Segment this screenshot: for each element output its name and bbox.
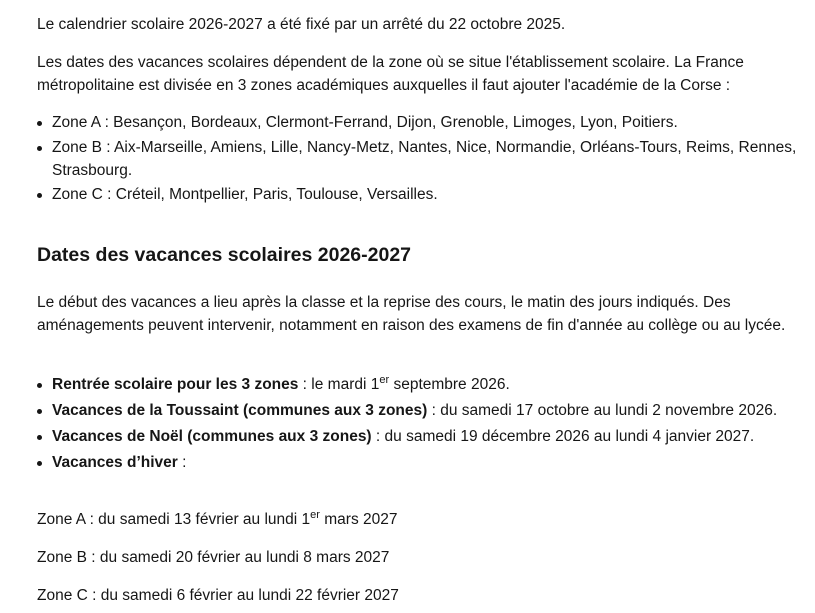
holidays-list xyxy=(37,373,807,477)
noel-item xyxy=(37,425,807,448)
noel-label: Vacances de Noël (communes aux 3 zones) xyxy=(52,428,372,445)
section-heading: Dates des vacances scolaires 2026-2027 xyxy=(37,244,412,266)
rentree-separator: : xyxy=(298,376,312,393)
zone-b-item: Zone B : Aix-Marseille, Amiens, Lille, Nancy-Metz, Nantes, Nice, Normandie, Orléans-Tours, Reims, Rennes, Strasbourg. xyxy=(37,136,797,182)
winter-zone-b: Zone B : du samedi 20 février au lundi 8 mars 2027 xyxy=(37,549,390,566)
rentree-date-post: septembre 2026. xyxy=(389,376,510,393)
winter-zone-a-post: mars 2027 xyxy=(319,511,398,528)
rentree-date-pre: le mardi 1 xyxy=(311,376,380,393)
rentree-date-sup: er xyxy=(379,374,390,386)
winter-zone-a-pre: Zone A : du samedi 13 février au lundi 1 xyxy=(37,511,311,528)
intro-paragraph: Le calendrier scolaire 2026-2027 a été fixé par un arrêté du 22 octobre 2025. xyxy=(37,16,566,33)
hiver-label: Vacances d’hiver xyxy=(52,454,178,471)
toussaint-label: Vacances de la Toussaint (communes aux 3 zones) xyxy=(52,402,428,419)
dates-intro-paragraph: Le début des vacances a lieu après la classe et la reprise des cours, le matin des jours indiqués. Des aménagements peuvent intervenir, notamment en raison des examens de fin d'année au collège ou au lycée. xyxy=(37,294,786,334)
rentree-item xyxy=(37,373,807,396)
hiver-separator: : xyxy=(177,454,187,471)
winter-zone-a xyxy=(37,508,397,531)
winter-zone-c: Zone C : du samedi 6 février au lundi 22 février 2027 xyxy=(37,587,399,604)
rentree-label: Rentrée scolaire pour les 3 zones xyxy=(52,376,299,393)
zone-c-item: Zone C : Créteil, Montpellier, Paris, Toulouse, Versailles. xyxy=(37,183,797,206)
toussaint-dates: : du samedi 17 octobre au lundi 2 novembre 2026. xyxy=(427,402,778,419)
zones-list xyxy=(37,111,797,208)
toussaint-item xyxy=(37,399,807,422)
hiver-item xyxy=(37,451,807,474)
noel-dates: : du samedi 19 décembre 2026 au lundi 4 janvier 2027. xyxy=(371,428,755,445)
winter-zone-a-sup: er xyxy=(310,509,320,521)
zones-intro-paragraph: Les dates des vacances scolaires dépendent de la zone où se situe l'établissement scolaire. La France métropolitaine est divisée en 3 zones académiques auxquelles il faut ajouter l'académie de la Corse : xyxy=(37,54,744,94)
zone-a-item: Zone A : Besançon, Bordeaux, Clermont-Ferrand, Dijon, Grenoble, Limoges, Lyon, Poitiers. xyxy=(37,111,797,134)
